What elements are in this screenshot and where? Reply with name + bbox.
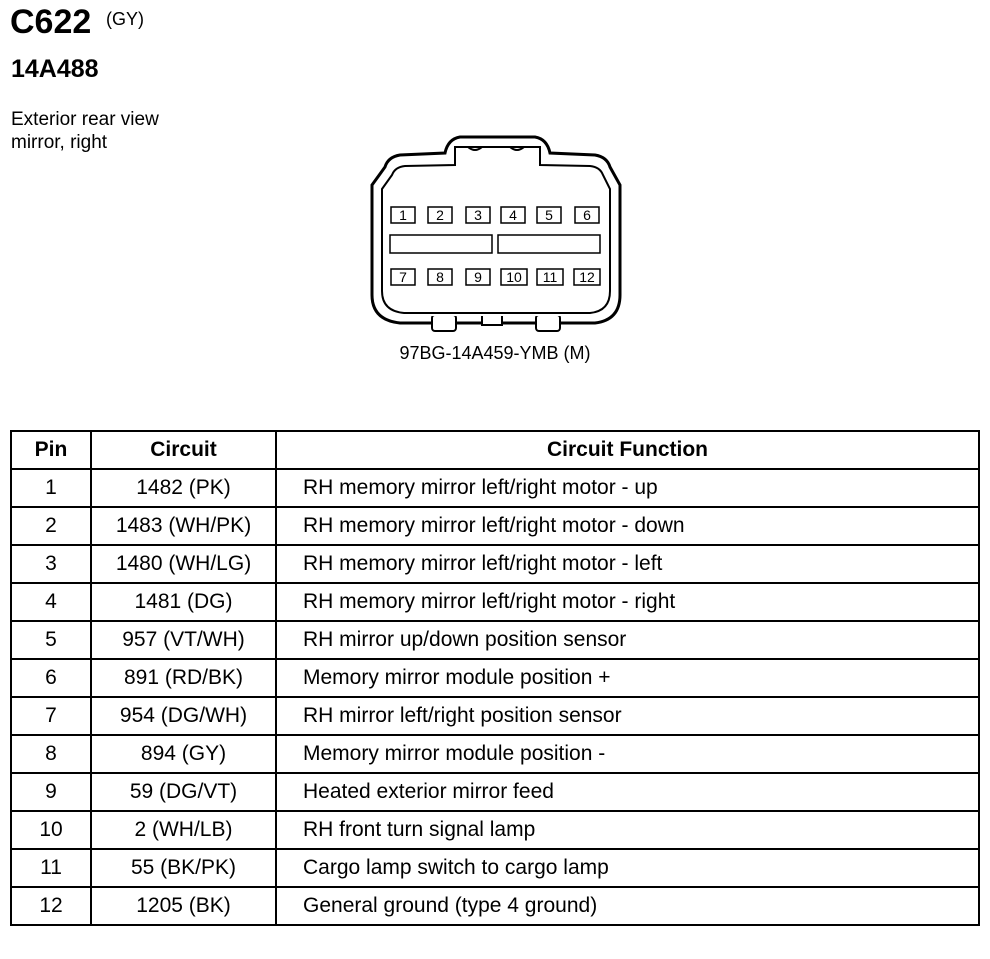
table-row (11, 811, 979, 849)
circuit-function-cell: RH front turn signal lamp (276, 811, 979, 849)
pin-label: 6 (583, 207, 591, 223)
pin-label: 9 (474, 269, 482, 285)
pin-label: 5 (545, 207, 553, 223)
connector-color: (GY) (106, 9, 144, 29)
center-bar-right (498, 235, 600, 253)
pin-cell: 5 (11, 621, 91, 659)
circuit-cell: 891 (RD/BK) (91, 659, 276, 697)
connector-part-label: 97BG-14A459-YMB (M) (399, 343, 591, 363)
pinout-table (10, 430, 980, 926)
bottom-tab-right (536, 315, 560, 331)
table-row (11, 507, 979, 545)
circuit-cell: 954 (DG/WH) (91, 697, 276, 735)
part-number: 14A488 (11, 55, 99, 83)
connector-diagram (360, 125, 630, 340)
circuit-cell: 894 (GY) (91, 735, 276, 773)
table-row (11, 887, 979, 925)
circuit-function-cell: RH memory mirror left/right motor - up (276, 469, 979, 507)
circuit-cell: 55 (BK/PK) (91, 849, 276, 887)
pin-cell: 7 (11, 697, 91, 735)
circuit-function-cell: Memory mirror module position + (276, 659, 979, 697)
header-circuit: Circuit (91, 431, 276, 469)
table-row (11, 773, 979, 811)
pin-cell: 11 (11, 849, 91, 887)
circuit-function-cell: Heated exterior mirror feed (276, 773, 979, 811)
pin-cell: 10 (11, 811, 91, 849)
circuit-cell: 957 (VT/WH) (91, 621, 276, 659)
pin-cell: 9 (11, 773, 91, 811)
pin-label: 2 (436, 207, 444, 223)
pin-cell: 8 (11, 735, 91, 773)
circuit-function-cell: RH memory mirror left/right motor - left (276, 545, 979, 583)
circuit-function-cell: RH memory mirror left/right motor - down (276, 507, 979, 545)
circuit-function-cell: RH mirror up/down position sensor (276, 621, 979, 659)
pin-cell: 1 (11, 469, 91, 507)
table-row (11, 621, 979, 659)
description-line-1: Exterior rear view (11, 109, 159, 130)
table-row (11, 583, 979, 621)
table-row (11, 849, 979, 887)
table-row (11, 735, 979, 773)
bottom-tab-left (432, 315, 456, 331)
pin-label: 10 (506, 269, 522, 285)
header-pin: Pin (11, 431, 91, 469)
circuit-function-cell: Cargo lamp switch to cargo lamp (276, 849, 979, 887)
center-bar-left (390, 235, 492, 253)
circuit-function-cell: RH memory mirror left/right motor - right (276, 583, 979, 621)
pin-cell: 12 (11, 887, 91, 925)
table-row (11, 697, 979, 735)
pin-label: 12 (579, 269, 595, 285)
circuit-cell: 1205 (BK) (91, 887, 276, 925)
circuit-cell: 59 (DG/VT) (91, 773, 276, 811)
circuit-function-cell: Memory mirror module position - (276, 735, 979, 773)
circuit-cell: 1482 (PK) (91, 469, 276, 507)
pin-label: 11 (542, 269, 558, 285)
table-row (11, 659, 979, 697)
pin-label: 7 (399, 269, 407, 285)
description-line-2: mirror, right (11, 132, 108, 153)
pin-cell: 3 (11, 545, 91, 583)
bottom-tab-center (482, 315, 502, 325)
circuit-function-cell: General ground (type 4 ground) (276, 887, 979, 925)
connector-description (11, 108, 211, 154)
pin-cell: 6 (11, 659, 91, 697)
pin-label: 4 (509, 207, 517, 223)
pin-cell: 4 (11, 583, 91, 621)
pin-label: 8 (436, 269, 444, 285)
pin-label: 1 (399, 207, 407, 223)
pin-row-bottom (391, 269, 600, 285)
pin-cell: 2 (11, 507, 91, 545)
pin-row-top (391, 207, 599, 223)
pin-label: 3 (474, 207, 482, 223)
header-circuit-function: Circuit Function (276, 431, 979, 469)
circuit-cell: 1483 (WH/PK) (91, 507, 276, 545)
circuit-cell: 1481 (DG) (91, 583, 276, 621)
connector-id: C622 (10, 3, 92, 41)
circuit-function-cell: RH mirror left/right position sensor (276, 697, 979, 735)
table-header-row (11, 431, 979, 469)
connector-housing-inner (382, 147, 610, 313)
table-row (11, 469, 979, 507)
table-row (11, 545, 979, 583)
circuit-cell: 2 (WH/LB) (91, 811, 276, 849)
circuit-cell: 1480 (WH/LG) (91, 545, 276, 583)
